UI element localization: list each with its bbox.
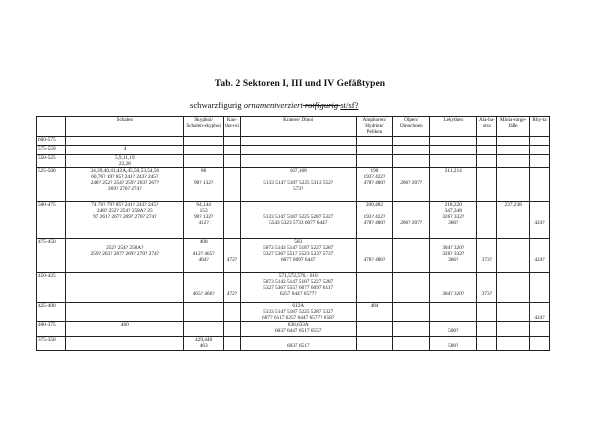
olpen-cell: 206? 207?	[393, 168, 430, 202]
skyphoi-cell: 429,440 463	[184, 337, 224, 350]
table-row	[37, 303, 550, 322]
olpen-cell	[393, 303, 430, 322]
period-cell: 500-475	[37, 202, 66, 239]
miniaturgefaesse-cell	[497, 168, 530, 202]
header-miniaturgefaesse: Minia-turge-fäße	[497, 117, 530, 137]
alabastra-cell	[477, 168, 497, 202]
lekythen-cell	[430, 303, 477, 322]
legend-ornament: ornamentverziert	[243, 100, 303, 110]
schalen-cell: 74 76? 79? 85? 241? 243? 245? 248? 252? 254? 258A? 25 97 261? 267? 269? 270? 274?	[66, 202, 184, 239]
schalen-cell: 5,9,11,19 22,28	[66, 155, 184, 168]
lekythen-cell: 304? 320? 326? 332? 366?	[430, 239, 477, 273]
kantharoi-cell	[224, 155, 241, 168]
schalen-cell: 252? 254? 258A? 259? 263? 267? 269? 270? 274?	[66, 239, 184, 273]
kantharoi-cell: 472?	[224, 273, 241, 303]
skyphoi-cell	[184, 155, 224, 168]
period-cell: 600-575	[37, 137, 66, 146]
skyphoi-cell	[184, 137, 224, 146]
miniaturgefaesse-cell	[497, 337, 530, 350]
alabastra-cell: 373?	[477, 239, 497, 273]
skyphoi-cell: 408 412? 465? 464?	[184, 239, 224, 273]
legend-redfigure: rotfigurig	[302, 100, 341, 110]
schalen-cell	[66, 137, 184, 146]
schalen-cell: 34,39,40,41,43A,45,50,53,54,56 60,76? 19? 85? 241? 243? 245? 248? 252? 254? 259? 263? 267? 269? 270? 274?	[66, 168, 184, 202]
rhyta-cell	[529, 322, 549, 337]
rhyta-cell	[529, 137, 549, 146]
header-lekythen: Lekythen	[430, 117, 477, 137]
rhyta-cell	[529, 337, 549, 350]
table-row	[37, 168, 550, 202]
kantharoi-cell	[224, 137, 241, 146]
lekythen-cell	[430, 155, 477, 168]
olpen-cell	[393, 322, 430, 337]
period-cell: 575-550	[37, 146, 66, 155]
kratere-cell: 503 5073 5143 5147 5187 5227 5287 5327 5367 5517 5523 5337 5737 6077 6097 6447	[240, 239, 356, 273]
amphoren-cell: 200,482 193? 422? 478? 480?	[356, 202, 393, 239]
amphoren-cell	[356, 273, 393, 303]
header-period	[37, 117, 66, 137]
table-row	[37, 137, 550, 146]
period-cell: 400-375	[37, 322, 66, 337]
skyphoi-cell	[184, 322, 224, 337]
olpen-cell	[393, 239, 430, 273]
olpen-cell: 206? 207?	[393, 202, 430, 239]
skyphoi-cell: 465? 466?	[184, 273, 224, 303]
kantharoi-cell	[224, 202, 241, 239]
lekythen-cell: 304? 320?	[430, 273, 477, 303]
subtitle-legend	[190, 100, 358, 110]
rhyta-cell	[529, 155, 549, 168]
lekythen-cell: 500?	[430, 322, 477, 337]
header-olpen: Olpen/ Oinochoen	[393, 117, 430, 137]
vessel-types-table	[36, 116, 550, 351]
header-schalen: Schalen	[66, 117, 184, 137]
period-cell: 550-525	[37, 155, 66, 168]
lekythen-cell: 500?	[430, 337, 477, 350]
rhyta-cell: 424?	[529, 202, 549, 239]
period-cell: 375-350	[37, 337, 66, 350]
lekythen-cell	[430, 137, 477, 146]
alabastra-cell	[477, 155, 497, 168]
rhyta-cell: 424?	[529, 239, 549, 273]
alabastra-cell	[477, 146, 497, 155]
table-row	[37, 337, 550, 350]
kantharoi-cell	[224, 337, 241, 350]
miniaturgefaesse-cell	[497, 146, 530, 155]
amphoren-cell	[356, 155, 393, 168]
rhyta-cell	[529, 146, 549, 155]
miniaturgefaesse-cell	[497, 322, 530, 337]
olpen-cell	[393, 137, 430, 146]
legend-blackfigure: schwarzfigurig	[190, 100, 244, 110]
olpen-cell	[393, 146, 430, 155]
kratere-cell	[240, 155, 356, 168]
miniaturgefaesse-cell: 237,238	[497, 202, 530, 239]
table-row	[37, 202, 550, 239]
alabastra-cell	[477, 202, 497, 239]
kantharoi-cell	[224, 146, 241, 155]
schalen-cell	[66, 337, 184, 350]
rhyta-cell: 424?	[529, 303, 549, 322]
skyphoi-cell: 94,144 153 90? 132? 412?	[184, 202, 224, 239]
period-cell: 475-450	[37, 239, 66, 273]
header-amphoren: Amphoren/ Hydrien/ Peliken	[356, 117, 393, 137]
header-kratere: Kratere/ Dinoi	[240, 117, 356, 137]
header-row	[37, 117, 550, 137]
header-rhyta: Rhy-ta	[529, 117, 549, 137]
kantharoi-cell	[224, 303, 241, 322]
period-cell: 450-425	[37, 273, 66, 303]
header-skyphoi: Skyphoi/ Schalen-skyphoi	[184, 117, 224, 137]
kratere-cell	[240, 137, 356, 146]
amphoren-cell	[356, 137, 393, 146]
period-cell: 525-500	[37, 168, 66, 202]
olpen-cell	[393, 155, 430, 168]
kratere-cell: 571,572,576,· 610 5073 5143 5147 5187 5227 5287 5327 5367 5557 6077 6097 6117 6257 6447 6577?	[240, 273, 356, 303]
kantharoi-cell	[224, 322, 241, 337]
legend-uncertain: st/sf?	[340, 100, 359, 110]
kratere-cell: 6037 6517	[240, 337, 356, 350]
amphoren-cell: 190 193? 422? 478? 480?	[356, 168, 393, 202]
table-row	[37, 146, 550, 155]
miniaturgefaesse-cell	[497, 303, 530, 322]
lekythen-cell: 218,220 347,348 326? 332? 366?	[430, 202, 477, 239]
amphoren-cell: 484	[356, 303, 393, 322]
rhyta-cell	[529, 168, 549, 202]
period-cell: 425-400	[37, 303, 66, 322]
table-row	[37, 239, 550, 273]
alabastra-cell	[477, 337, 497, 350]
miniaturgefaesse-cell	[497, 137, 530, 146]
table-row	[37, 155, 550, 168]
schalen-cell: 4	[66, 146, 184, 155]
header-alabastra: Ala-ba-stra	[477, 117, 497, 137]
miniaturgefaesse-cell	[497, 273, 530, 303]
olpen-cell	[393, 273, 430, 303]
amphoren-cell	[356, 146, 393, 155]
lekythen-cell	[430, 146, 477, 155]
alabastra-cell: 373?	[477, 273, 497, 303]
amphoren-cell	[356, 337, 393, 350]
kratere-cell: 612A 5133 5147 5187 5225 5287 5327 6077 6117 6257 6447 6577? 6587	[240, 303, 356, 322]
alabastra-cell	[477, 322, 497, 337]
miniaturgefaesse-cell	[497, 155, 530, 168]
header-kantharoi: Kan-tha-roi	[224, 117, 241, 137]
miniaturgefaesse-cell	[497, 239, 530, 273]
skyphoi-cell: 86 90? 132?	[184, 168, 224, 202]
table-row	[37, 322, 550, 337]
table-row	[37, 273, 550, 303]
skyphoi-cell	[184, 303, 224, 322]
page-title: Tab. 2 Sektoren I, III und IV Gefäßtypen	[214, 79, 386, 89]
alabastra-cell	[477, 137, 497, 146]
skyphoi-cell	[184, 146, 224, 155]
kratere-cell	[240, 146, 356, 155]
amphoren-cell: 478? 480?	[356, 239, 393, 273]
kratere-cell: 630,633A 6037 6447 6517 6557	[240, 322, 356, 337]
schalen-cell: 400	[66, 322, 184, 337]
kratere-cell: 5133 5147 5187 5225 5287 5327 5543 5323 5733 6077 6447	[240, 202, 356, 239]
kratere-cell: 167,168 5133 5147 5187 5225 5313 552? 573?	[240, 168, 356, 202]
kantharoi-cell	[224, 168, 241, 202]
schalen-cell	[66, 303, 184, 322]
lekythen-cell: 211,214	[430, 168, 477, 202]
olpen-cell	[393, 337, 430, 350]
rhyta-cell	[529, 273, 549, 303]
schalen-cell	[66, 273, 184, 303]
amphoren-cell	[356, 322, 393, 337]
kantharoi-cell: 472?	[224, 239, 241, 273]
alabastra-cell	[477, 303, 497, 322]
